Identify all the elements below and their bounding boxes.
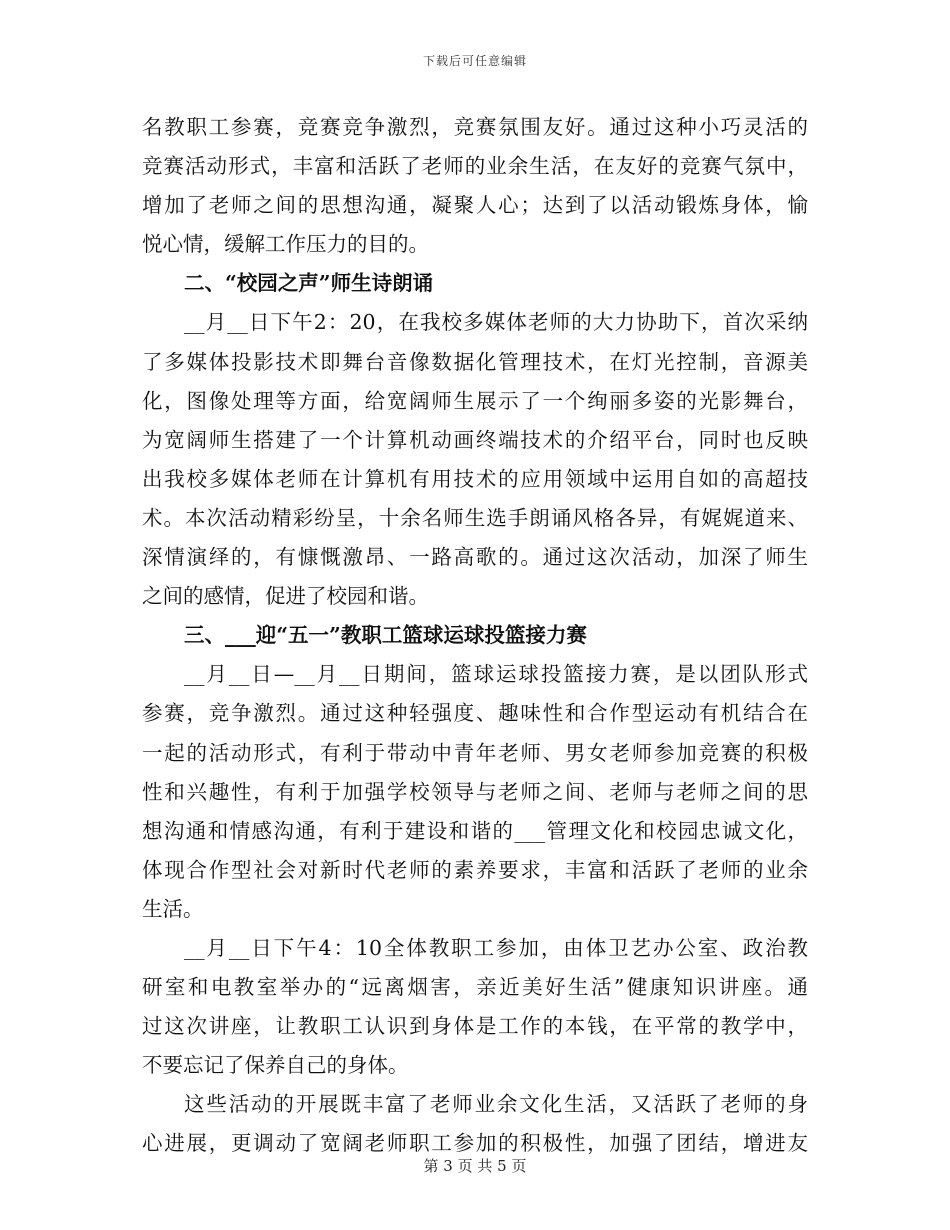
paragraph-line: __月__日下午2：20，在我校多媒体老师的大力协助下，首次采纳 xyxy=(184,310,808,335)
paragraph-line: 竞赛活动形式，丰富和活跃了老师的业余生活，在友好的竞赛气氛中， xyxy=(142,154,808,179)
paragraph-line: 深情演绎的，有慷慨激昂、一路高歌的。通过这次活动，加深了师生 xyxy=(142,545,808,570)
paragraph-line: 之间的感情，促进了校园和谐。 xyxy=(142,584,429,609)
page-header: 下载后可任意编辑 xyxy=(422,54,527,68)
section-heading: 二、“校园之声”师生诗朗诵 xyxy=(184,271,434,296)
paragraph-line: 悦心情，缓解工作压力的目的。 xyxy=(142,232,429,257)
document-body xyxy=(142,108,808,1164)
paragraph-line: 出我校多媒体老师在计算机有用技术的应用领域中运用自如的高超技 xyxy=(142,466,808,491)
paragraph-line: 名教职工参赛，竞赛竞争激烈，竞赛氛围友好。通过这种小巧灵活的 xyxy=(142,115,808,139)
paragraph-line: 了多媒体投影技术即舞台音像数据化管理技术，在灯光控制，音源美 xyxy=(142,349,808,374)
paragraph-line: 想沟通和情感沟通，有利于建设和谐的___管理文化和校园忠诚文化， xyxy=(142,818,808,843)
paragraph-line: 增加了老师之间的思想沟通，凝聚人心；达到了以活动锻炼身体，愉 xyxy=(142,193,808,218)
section-heading: 三、___迎“五一”教职工篮球运球投篮接力赛 xyxy=(184,623,587,648)
paragraph-line: 性和兴趣性，有利于加强学校领导与老师之间、老师与老师之间的思 xyxy=(142,779,808,804)
paragraph-line: 化，图像处理等方面，给宽阔师生展示了一个绚丽多姿的光影舞台， xyxy=(142,388,808,413)
paragraph-line: 生活。 xyxy=(142,896,204,921)
paragraph-line: 体现合作型社会对新时代老师的素养要求，丰富和活跃了老师的业余 xyxy=(142,857,808,882)
paragraph-line: 这些活动的开展既丰富了老师业余文化生活，又活跃了老师的身 xyxy=(184,1092,808,1117)
page-footer: 第 3 页 共 5 页 xyxy=(423,1157,527,1175)
paragraph-line: 为宽阔师生搭建了一个计算机动画终端技术的介绍平台，同时也反映 xyxy=(142,427,808,452)
paragraph-line: 术。本次活动精彩纷呈，十余名师生选手朗诵风格各异，有娓娓道来、 xyxy=(142,505,808,530)
paragraph-line: 过这次讲座，让教职工认识到身体是工作的本钱，在平常的教学中， xyxy=(142,1014,808,1039)
paragraph-line: __月__日下午4：10全体教职工参加，由体卫艺办公室、政治教 xyxy=(184,935,808,960)
paragraph-line: 研室和电教室举办的“远离烟害，亲近美好生活”健康知识讲座。通 xyxy=(142,975,808,1000)
paragraph-line: __月__日—__月__日期间，篮球运球投篮接力赛，是以团队形式 xyxy=(184,662,808,687)
paragraph-line: 不要忘记了保养自己的身体。 xyxy=(142,1053,409,1078)
paragraph-line: 一起的活动形式，有利于带动中青年老师、男女老师参加竞赛的积极 xyxy=(142,740,808,765)
paragraph-line: 心进展，更调动了宽阔老师职工参加的积极性，加强了团结，增进友 xyxy=(142,1131,808,1156)
paragraph-line: 参赛，竞争激烈。通过这种轻强度、趣味性和合作型运动有机结合在 xyxy=(142,701,808,726)
